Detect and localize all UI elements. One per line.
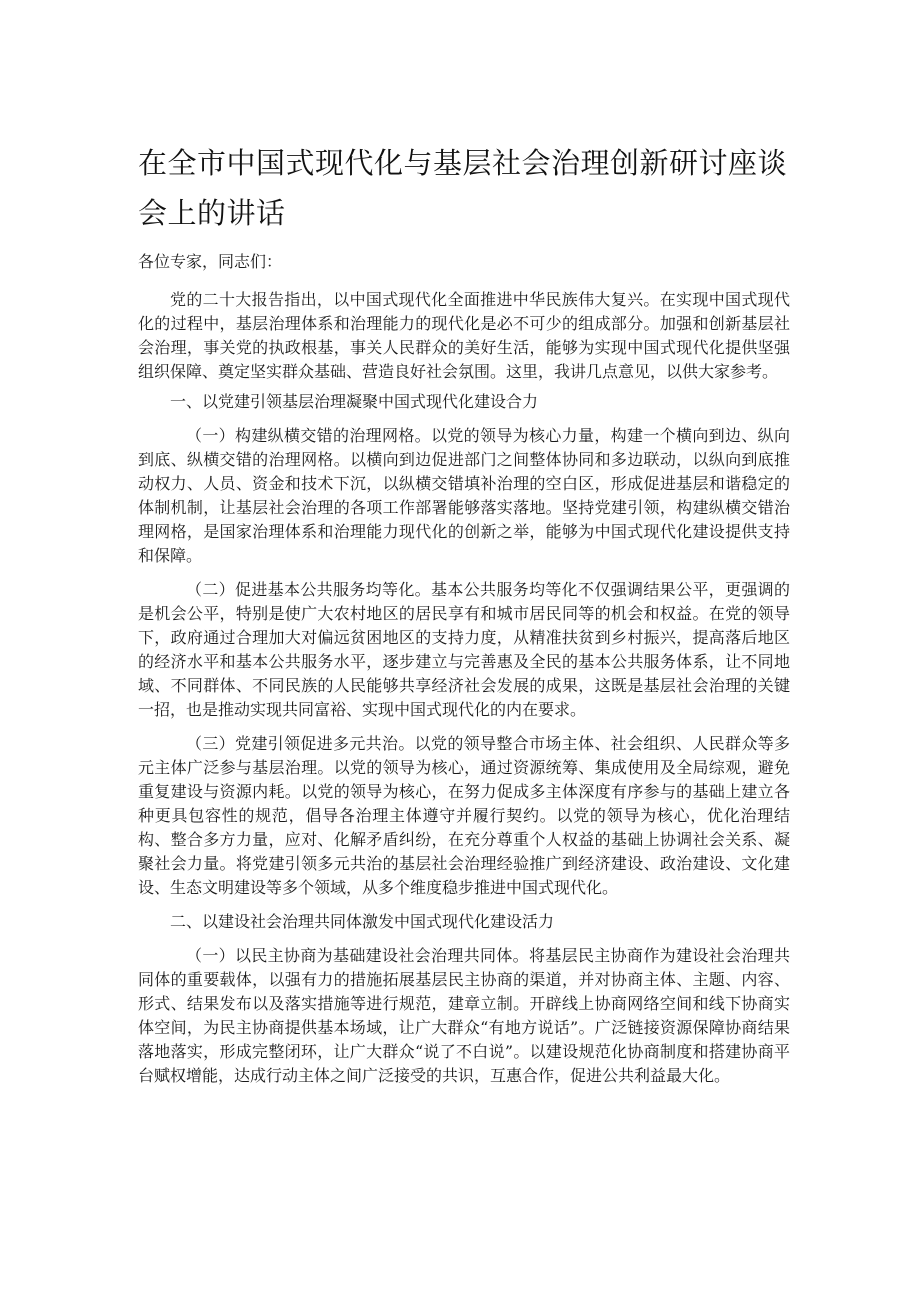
document-page <box>138 138 790 1098</box>
section-1-paragraph-1: （一）构建纵横交错的治理网格。以党的领导为核心力量，构建一个横向到边、纵向到底、纵横交错的治理网格。以横向到边促进部门之间整体协同和多边联动，以纵向到底推动权力、人员、资金和技术下沉，以纵横交错填补治理的空白区，形成促进基层和谐稳定的体制机制，让基层社会治理的各项工作部署能够落实落地。坚持党建引领，构建纵横交错治理网格，是国家治理体系和治理能力现代化的创新之举，能够为中国式现代化建设提供支持和保障。 <box>138 426 790 565</box>
section-2-heading: 二、以建设社会治理共同体激发中国式现代化建设活力 <box>170 912 555 931</box>
document-title: 在全市中国式现代化与基层社会治理创新研讨座谈会上的讲话 <box>138 146 788 230</box>
section-1-paragraph-3: （三）党建引领促进多元共治。以党的领导整合市场主体、社会组织、人民群众等多元主体广泛参与基层治理。以党的领导为核心，通过资源统筹、集成使用及全局综观，避免重复建设与资源内耗。以党的领导为核心，在努力促成多主体深度有序参与的基础上建立各种更具包容性的规范，倡导各治理主体遵守并履行契约。以党的领导为核心，优化治理结构、整合多方力量，应对、化解矛盾纠纷，在充分尊重个人权益的基础上协调社会关系、凝聚社会力量。将党建引领多元共治的基层社会治理经验推广到经济建设、政治建设、文化建设、生态文明建设等多个领域，从多个维度稳步推进中国式现代化。 <box>138 734 790 897</box>
salutation: 各位专家，同志们： <box>138 252 283 271</box>
section-1-heading: 一、以党建引领基层治理凝聚中国式现代化建设合力 <box>170 392 539 411</box>
intro-paragraph: 党的二十大报告指出，以中国式现代化全面推进中华民族伟大复兴。在实现中国式现代化的过程中，基层治理体系和治理能力的现代化是必不可少的组成部分。加强和创新基层社会治理，事关党的执政根基，事关人民群众的美好生活，能够为实现中国式现代化提供坚强组织保障、奠定坚实群众基础、营造良好社会氛围。这里，我讲几点意见，以供大家参考。 <box>138 290 790 381</box>
section-1-paragraph-2: （二）促进基本公共服务均等化。基本公共服务均等化不仅强调结果公平，更强调的是机会公平，特别是使广大农村地区的居民享有和城市居民同等的机会和权益。在党的领导下，政府通过合理加大对偏远贫困地区的支持力度，从精准扶贫到乡村振兴，提高落后地区的经济水平和基本公共服务水平，逐步建立与完善惠及全民的基本公共服务体系，让不同地域、不同群体、不同民族的人民能够共享经济社会发展的成果，这既是基层社会治理的关键一招，也是推动实现共同富裕、实现中国式现代化的内在要求。 <box>138 580 790 719</box>
section-2-paragraph-1: （一）以民主协商为基础建设社会治理共同体。将基层民主协商作为建设社会治理共同体的重要载体，以强有力的措施拓展基层民主协商的渠道，并对协商主体、主题、内容、形式、结果发布以及落实措施等进行规范，建章立制。开辟线上协商网络空间和线下协商实体空间，为民主协商提供基本场域，让广大群众“有地方说话”。广泛链接资源保障协商结果落地落实，形成完整闭环，让广大群众“说了不白说”。以建设规范化协商制度和搭建协商平台赋权增能，达成行动主体之间广泛接受的共识，互惠合作，促进公共利益最大化。 <box>138 946 790 1085</box>
